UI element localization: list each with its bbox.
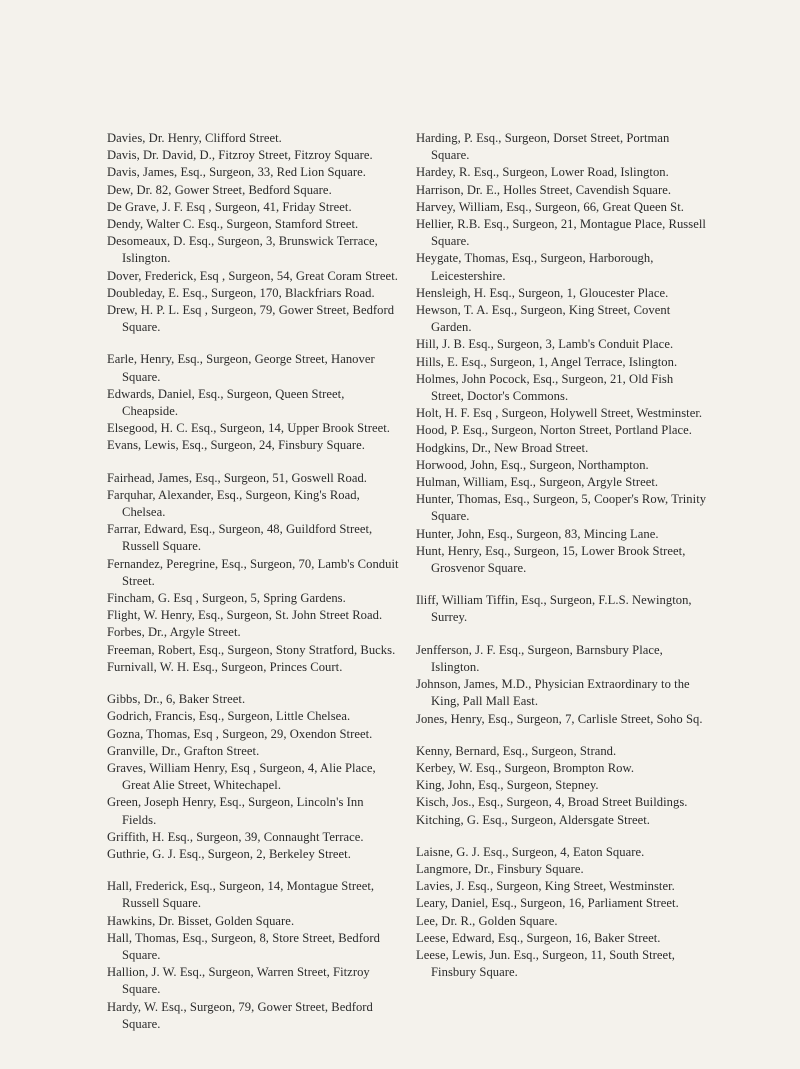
directory-entry: Evans, Lewis, Esq., Surgeon, 24, Finsbury Square. [107, 438, 365, 453]
directory-entry: King, John, Esq., Surgeon, Stepney. [416, 778, 599, 793]
directory-entry: Jones, Henry, Esq., Surgeon, 7, Carlisle Street, Soho Sq. [416, 711, 703, 726]
directory-entry: Fairhead, James, Esq., Surgeon, 51, Goswell Road. [107, 470, 368, 485]
directory-entry: Hallion, J. W. Esq., Surgeon, Warren Street, Fitzroy Square. [107, 965, 370, 997]
directory-entry: Gibbs, Dr., 6, Baker Street. [107, 692, 246, 707]
directory-entry: Gozna, Thomas, Esq , Surgeon, 29, Oxendon Street. [107, 726, 373, 741]
directory-entry: De Grave, J. F. Esq , Surgeon, 41, Friday Street. [107, 199, 352, 214]
directory-entry: Leary, Daniel, Esq., Surgeon, 16, Parliament Street. [416, 896, 679, 911]
directory-entry: Davis, Dr. David, D., Fitzroy Street, Fitzroy Square. [107, 148, 373, 163]
directory-entry: Hall, Thomas, Esq., Surgeon, 8, Store Street, Bedford Square. [107, 930, 380, 962]
entry-group [416, 642, 708, 728]
directory-entry: Flight, W. Henry, Esq., Surgeon, St. John Street Road. [107, 608, 383, 623]
directory-entry: Drew, H. P. L. Esq , Surgeon, 79, Gower Street, Bedford Square. [107, 303, 395, 335]
directory-entry: Laisne, G. J. Esq., Surgeon, 4, Eaton Square. [416, 844, 645, 859]
entry-group [107, 691, 401, 863]
directory-entry: Hardey, R. Esq., Surgeon, Lower Road, Islington. [416, 165, 669, 180]
directory-entry: Hall, Frederick, Esq., Surgeon, 14, Montague Street, Russell Square. [107, 879, 375, 911]
directory-entry: Holt, H. F. Esq , Surgeon, Holywell Street, Westminster. [416, 406, 703, 421]
directory-entry: Harding, P. Esq., Surgeon, Dorset Street, Portman Square. [416, 131, 670, 163]
entry-group [416, 592, 708, 626]
directory-entry: Hulman, William, Esq., Surgeon, Argyle Street. [416, 475, 659, 490]
directory-entry: Granville, Dr., Grafton Street. [107, 743, 260, 758]
directory-entry: Edwards, Daniel, Esq., Surgeon, Queen Street, Cheapside. [107, 386, 345, 419]
directory-entry: Harvey, William, Esq., Surgeon, 66, Great Queen St. [416, 199, 684, 214]
directory-entry: Hewson, T. A. Esq., Surgeon, King Street, Covent Garden. [416, 303, 671, 335]
directory-entry: Holmes, John Pocock, Esq., Surgeon, 21, Old Fish Street, Doctor's Commons. [416, 371, 674, 404]
directory-entry: Kerbey, W. Esq., Surgeon, Brompton Row. [416, 760, 635, 775]
directory-entry: Langmore, Dr., Finsbury Square. [416, 861, 584, 876]
directory-entry: Fernandez, Peregrine, Esq., Surgeon, 70, Lamb's Conduit Street. [107, 556, 399, 588]
directory-entry: Hill, J. B. Esq., Surgeon, 3, Lamb's Conduit Place. [416, 337, 674, 352]
directory-entry: Davis, James, Esq., Surgeon, 33, Red Lion Square. [107, 165, 366, 180]
directory-entry: Hunt, Henry, Esq., Surgeon, 15, Lower Brook Street, Grosvenor Square. [416, 543, 686, 576]
directory-entry: Leese, Lewis, Jun. Esq., Surgeon, 11, South Street, Finsbury Square. [416, 947, 675, 980]
entry-group [107, 470, 401, 676]
directory-entry: Kitching, G. Esq., Surgeon, Aldersgate Street. [416, 812, 650, 827]
directory-entry: Dew, Dr. 82, Gower Street, Bedford Square. [107, 182, 332, 197]
directory-entry: Earle, Henry, Esq., Surgeon, George Street, Hanover Square. [107, 352, 375, 384]
directory-entry: Hensleigh, H. Esq., Surgeon, 1, Gloucester Place. [416, 285, 669, 300]
directory-entry: Farquhar, Alexander, Esq., Surgeon, King's Road, Chelsea. [107, 487, 360, 520]
directory-entry: Lavies, J. Esq., Surgeon, King Street, Westminster. [416, 879, 675, 894]
directory-entry: Kenny, Bernard, Esq., Surgeon, Strand. [416, 743, 617, 758]
directory-entry: Hunter, Thomas, Esq., Surgeon, 5, Cooper's Row, Trinity Square. [416, 492, 707, 524]
directory-entry: Guthrie, G. J. Esq., Surgeon, 2, Berkeley Street. [107, 846, 351, 861]
directory-entry: Doubleday, E. Esq., Surgeon, 170, Blackfriars Road. [107, 285, 375, 300]
directory-entry: Leese, Edward, Esq., Surgeon, 16, Baker Street. [416, 930, 661, 945]
directory-entry: Dover, Frederick, Esq , Surgeon, 54, Great Coram Street. [107, 268, 398, 283]
directory-entry: Griffith, H. Esq., Surgeon, 39, Connaught Terrace. [107, 829, 364, 844]
directory-entry: Hawkins, Dr. Bisset, Golden Square. [107, 913, 295, 928]
directory-entry: Freeman, Robert, Esq., Surgeon, Stony Stratford, Bucks. [107, 642, 396, 657]
directory-entry: Iliff, William Tiffin, Esq., Surgeon, F.L.S. Newington, Surrey. [416, 593, 692, 625]
entry-group [416, 743, 708, 829]
directory-entry: Hood, P. Esq., Surgeon, Norton Street, Portland Place. [416, 423, 693, 438]
directory-entry: Fincham, G. Esq , Surgeon, 5, Spring Gardens. [107, 591, 346, 606]
directory-entry: Desomeaux, D. Esq., Surgeon, 3, Brunswick Terrace, Islington. [107, 234, 378, 266]
directory-entry: Johnson, James, M.D., Physician Extraordinary to the King, Pall Mall East. [416, 677, 690, 709]
entry-group [416, 844, 708, 982]
directory-entry: Heygate, Thomas, Esq., Surgeon, Harborough, Leicestershire. [416, 251, 654, 283]
directory-entry: Farrar, Edward, Esq., Surgeon, 48, Guildford Street, Russell Square. [107, 522, 373, 554]
entry-group [416, 130, 708, 577]
directory-entry: Green, Joseph Henry, Esq., Surgeon, Lincoln's Inn Fields. [107, 795, 364, 827]
directory-entry: Davies, Dr. Henry, Clifford Street. [107, 131, 282, 145]
entry-group [107, 878, 401, 1033]
directory-entry: Hellier, R.B. Esq., Surgeon, 21, Montague Place, Russell Square. [416, 217, 706, 249]
directory-entry: Hodgkins, Dr., New Broad Street. [416, 440, 589, 455]
directory-entry: Forbes, Dr., Argyle Street. [107, 625, 241, 640]
left-column [107, 130, 401, 1048]
directory-entry: Harrison, Dr. E., Holles Street, Cavendish Square. [416, 182, 672, 197]
directory-entry: Horwood, John, Esq., Surgeon, Northampton. [416, 457, 649, 472]
entry-group [107, 130, 401, 336]
directory-entry: Furnivall, W. H. Esq., Surgeon, Princes Court. [107, 659, 343, 674]
directory-entry: Elsegood, H. C. Esq., Surgeon, 14, Upper Brook Street. [107, 421, 391, 436]
directory-entry: Hills, E. Esq., Surgeon, 1, Angel Terrace, Islington. [416, 354, 678, 369]
directory-entry: Jenfferson, J. F. Esq., Surgeon, Barnsbury Place, Islington. [416, 642, 663, 674]
directory-entry: Hardy, W. Esq., Surgeon, 79, Gower Street, Bedford Square. [107, 999, 373, 1031]
directory-entry: Hunter, John, Esq., Surgeon, 83, Mincing Lane. [416, 526, 659, 541]
entry-group [107, 351, 401, 454]
directory-entry: Kisch, Jos., Esq., Surgeon, 4, Broad Street Buildings. [416, 795, 688, 810]
directory-entry: Graves, William Henry, Esq , Surgeon, 4, Alie Place, Great Alie Street, Whitechapel. [107, 760, 376, 793]
directory-entry: Dendy, Walter C. Esq., Surgeon, Stamford Street. [107, 217, 359, 232]
right-column [416, 130, 708, 996]
directory-entry: Lee, Dr. R., Golden Square. [416, 913, 558, 928]
directory-entry: Godrich, Francis, Esq., Surgeon, Little Chelsea. [107, 709, 351, 724]
